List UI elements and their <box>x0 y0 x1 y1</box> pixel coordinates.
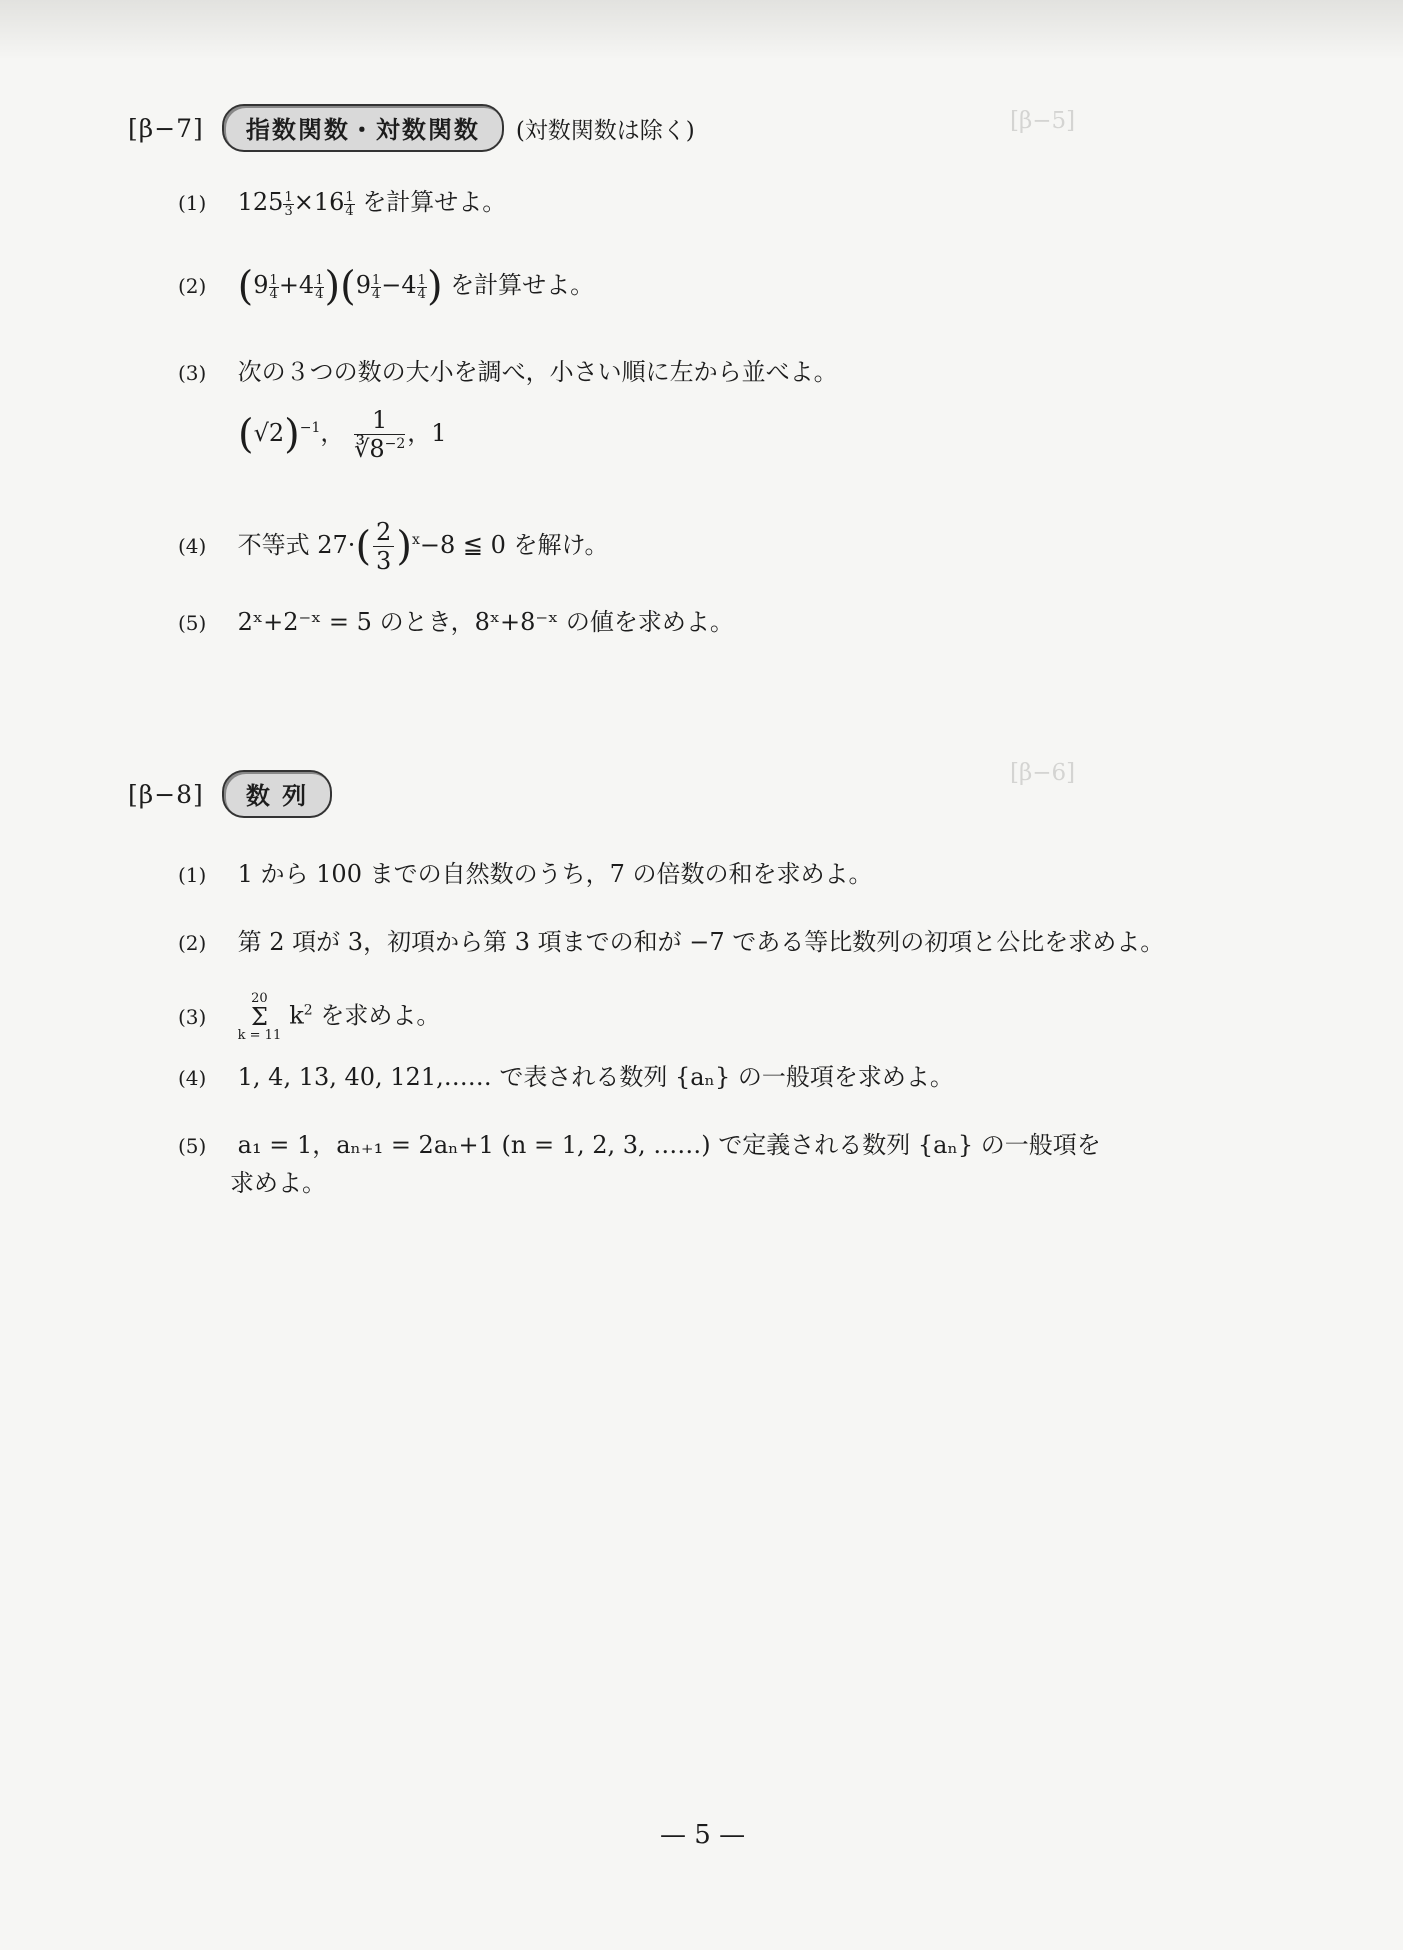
problem-7-1: (1) 125 $\frac{1}{3}$ ×16 $\frac{1}{4}$ を計算せよ。 <box>178 188 507 219</box>
section-7-title: 指数関数・対数関数 <box>222 104 504 152</box>
bleed-through-text: [β−5] <box>1010 108 1076 134</box>
bleed-through-text: [β−6] <box>1010 760 1076 786</box>
problem-8-2: (2) 第 2 項が 3，初項から第 3 項までの和が −7 である等比数列の初項と公比を求めよ。 <box>178 928 1165 956</box>
math-expression: (9 $\frac{1}{4}$ +4 $\frac{1}{4}$ )(9 $\frac{1}{4}$ −4 $\frac{1}{4}$ ) <box>237 263 443 310</box>
page-number: — 5 — <box>660 1820 746 1850</box>
math-expression: 不等式 27·( $\frac{2}{3}$ )$^x$−8 ≦ 0 <box>237 518 506 575</box>
problem-7-3: (3) 次の３つの数の大小を調べ，小さい順に左から並べよ。 <box>178 358 838 386</box>
section-8-label: [β−8] <box>128 779 204 809</box>
problem-8-5: (5) a₁ = 1，aₙ₊₁ = 2aₙ+1 (n = 1, 2, 3, ……) で定義される数列 {aₙ} の一般項を <box>178 1131 1101 1159</box>
problem-7-3-values: $(√2)^{-1}$， $\frac{1}{∛8^{-2}}$ ，1 <box>238 406 447 463</box>
problem-7-5: (5) 2ˣ+2⁻ˣ = 5 のとき，8ˣ+8⁻ˣ の値を求めよ。 <box>178 608 734 636</box>
section-7-header <box>128 104 695 152</box>
math-expression: 125 $\frac{1}{3}$ ×16 $\frac{1}{4}$ <box>237 188 354 219</box>
section-8-header <box>128 770 332 818</box>
problem-8-4: (4) 1, 4, 13, 40, 121,…… で表される数列 {aₙ} の一般項を求めよ。 <box>178 1063 954 1091</box>
section-8-title: 数 列 <box>222 770 332 818</box>
sigma-symbol: 20 Σ k = 11 <box>237 991 282 1043</box>
problem-8-5-cont: 求めよ。 <box>230 1169 326 1197</box>
problem-8-1: (1) 1 から 100 までの自然数のうち，7 の倍数の和を求めよ。 <box>178 860 873 888</box>
section-7-note: (対数関数は除く) <box>515 117 695 144</box>
problem-7-2: (2) (9 $\frac{1}{4}$ +4 $\frac{1}{4}$ )(9 $\frac{1}{4}$ −4 $\frac{1}{4}$ ) を計算せよ。 <box>178 263 595 310</box>
problem-7-4: (4) 不等式 27·( $\frac{2}{3}$ )$^x$−8 ≦ 0 を解け。 <box>178 518 609 575</box>
section-7-label: [β−7] <box>128 113 204 143</box>
problem-8-3: (3) 20 Σ k = 11 $k^2$ を求めよ。 <box>178 991 441 1043</box>
scan-edge <box>0 0 1403 60</box>
